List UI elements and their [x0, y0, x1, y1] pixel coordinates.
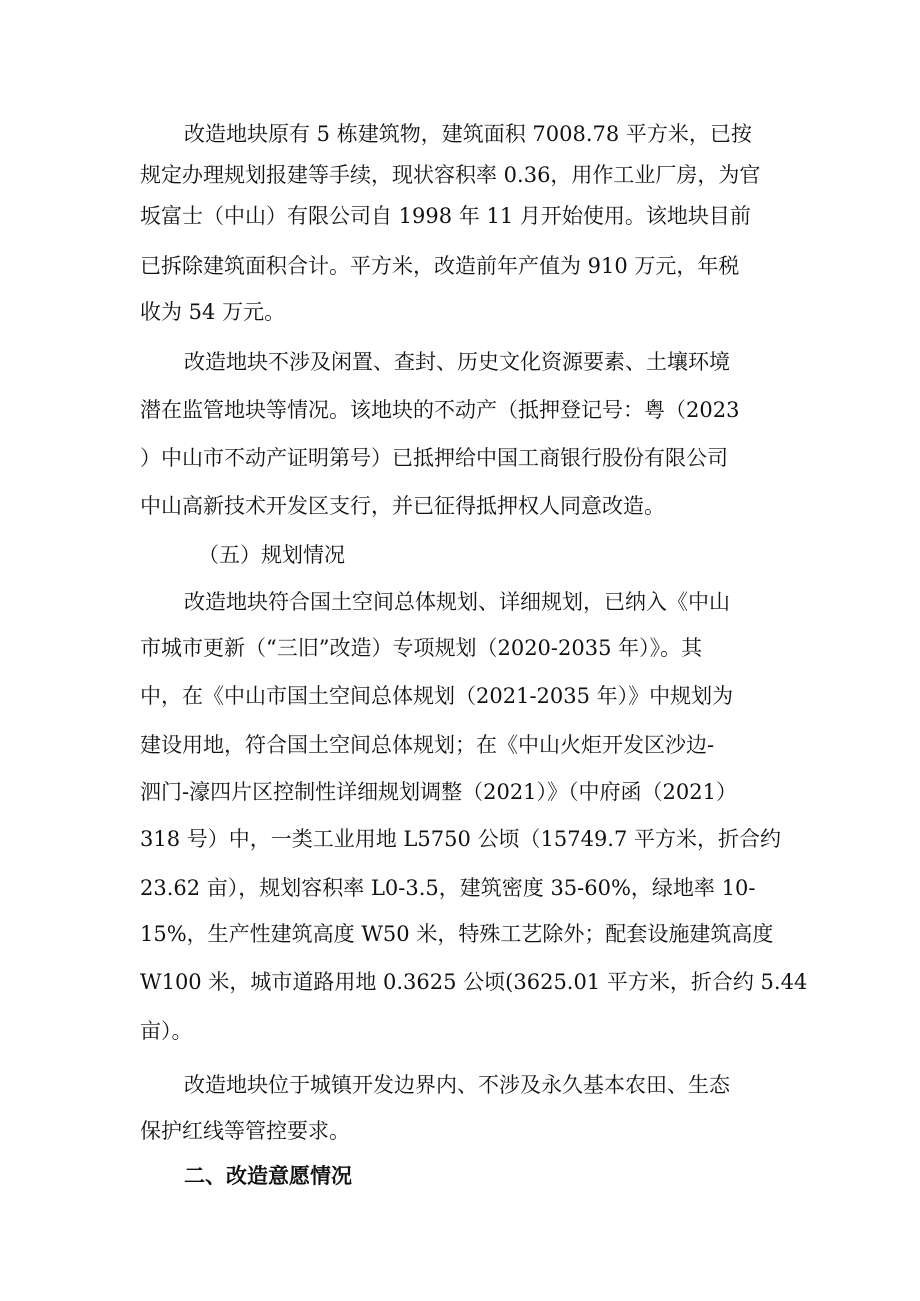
text: 收为 54 万元。 — [140, 300, 286, 324]
paragraph-1-line-5 — [0, 292, 920, 332]
text: 保护红线等管控要求。 — [140, 1119, 350, 1143]
section-heading-planning — [0, 535, 920, 575]
paragraph-2-line-2 — [0, 390, 920, 430]
text: 二、改造意愿情况 — [184, 1164, 352, 1188]
paragraph-1-line-4 — [0, 246, 920, 286]
text: 坂富士（中山）有限公司自 1998 年 11 月开始使用。该地块目前 — [140, 204, 751, 228]
text: ）中山市不动产证明第号）已抵押给中国工商银行股份有限公司 — [140, 446, 728, 470]
text: 23.62 亩），规划容积率 L0-3.5，建筑密度 35-60%，绿地率 10- — [140, 876, 756, 900]
text: 15%，生产性建筑高度 W50 米，特殊工艺除外；配套设施建筑高度 — [140, 922, 774, 946]
text: W100 米，城市道路用地 0.3625 公顷(3625.01 平方米，折合约 5.44 — [140, 970, 808, 994]
text: 亩）。 — [140, 1019, 193, 1043]
text: 中山高新技术开发区支行，并已征得抵押权人同意改造。 — [140, 494, 665, 518]
paragraph-1-line-2 — [0, 155, 920, 195]
paragraph-3-line-2 — [0, 628, 920, 668]
paragraph-4-line-1 — [0, 1065, 920, 1105]
text: 建设用地，符合国土空间总体规划；在《中山火炬开发区沙边- — [140, 733, 715, 757]
text: 泗门-濠四片区控制性详细规划调整（2021）》（中府函（2021） — [140, 780, 737, 804]
paragraph-1-line-1 — [0, 114, 920, 154]
paragraph-3-line-8 — [0, 914, 920, 954]
text: 市城市更新（“三旧”改造）专项规划（2020-2035 年）》。其 — [140, 636, 703, 660]
text: 潜在监管地块等情况。该地块的不动产（抵押登记号：粤（2023 — [140, 398, 740, 422]
paragraph-3-line-10 — [0, 1011, 920, 1051]
paragraph-3-line-5 — [0, 772, 920, 812]
text: 规定办理规划报建等手续，现状容积率 0.36，用作工业厂房，为官 — [140, 163, 761, 187]
text: 中，在《中山市国土空间总体规划（2021-2035 年）》中规划为 — [140, 684, 734, 708]
text: 改造地块原有 5 栋建筑物，建筑面积 7008.78 平方米，已按 — [184, 122, 752, 146]
paragraph-3-line-3 — [0, 676, 920, 716]
text: 已拆除建筑面积合计。平方米，改造前年产值为 910 万元，年税 — [140, 254, 740, 278]
text: （五）规划情况 — [198, 543, 345, 567]
paragraph-3-line-7 — [0, 868, 920, 908]
paragraph-2-line-3 — [0, 438, 920, 478]
section-heading-willingness — [0, 1156, 920, 1196]
paragraph-2-line-4 — [0, 486, 920, 526]
paragraph-3-line-1 — [0, 582, 920, 622]
text: 318 号）中，一类工业用地 L5750 公顷（15749.7 平方米，折合约 — [140, 827, 782, 851]
paragraph-1-line-3 — [0, 196, 920, 236]
paragraph-3-line-9 — [0, 962, 920, 1002]
paragraph-2-line-1 — [0, 342, 920, 382]
paragraph-3-line-6 — [0, 819, 920, 859]
text: 改造地块不涉及闲置、查封、历史文化资源要素、土壤环境 — [184, 350, 730, 374]
text: 改造地块符合国土空间总体规划、详细规划，已纳入《中山 — [184, 590, 730, 614]
paragraph-3-line-4 — [0, 725, 920, 765]
paragraph-4-line-2 — [0, 1111, 920, 1151]
text: 改造地块位于城镇开发边界内、不涉及永久基本农田、生态 — [184, 1073, 730, 1097]
